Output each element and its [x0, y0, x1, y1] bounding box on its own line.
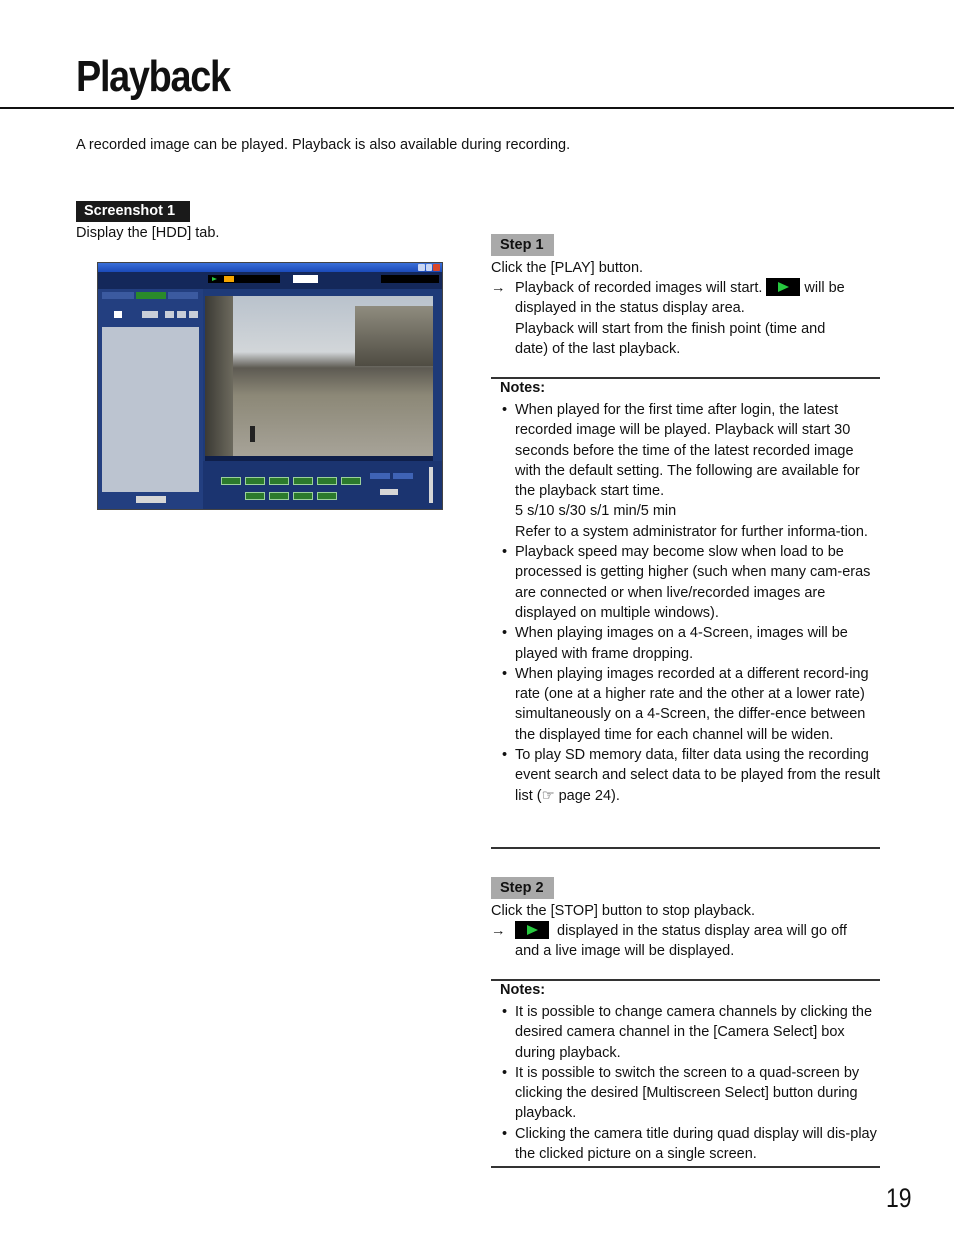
list-item: • To play SD memory data, filter data using the recording event search and select data to be played from the result list (☞ page 24). [500, 745, 882, 806]
notes2-heading: Notes: [500, 982, 546, 998]
list-item: 5 s/10 s/30 s/1 min/5 min [515, 503, 677, 520]
screenshot-caption: Display the [HDD] tab. [76, 225, 220, 241]
app-header [98, 272, 442, 289]
next-image-button[interactable] [317, 492, 337, 500]
status-display [208, 275, 280, 283]
volume-slider[interactable] [429, 467, 433, 503]
list-item: Refer to a system administrator for further informa-tion. [515, 523, 868, 540]
play-icon [212, 277, 217, 281]
step2-instruction: Click the [STOP] button to stop playback. [491, 903, 756, 919]
page-number: 19 [886, 1183, 912, 1213]
list-item: • It is possible to change camera channels by clicking the desired camera channel in the [Camera Select] box during playback. [500, 1002, 882, 1063]
pause-button[interactable] [269, 492, 289, 500]
screenshot-tag: Screenshot 1 [76, 201, 190, 222]
tab-control[interactable] [102, 292, 134, 299]
header-field [293, 275, 318, 283]
status-rec-badge [224, 276, 234, 282]
notes2-list [500, 1002, 882, 1164]
list-item: • Clicking the camera title during quad display will dis-play the clicked picture on a single screen. [500, 1124, 882, 1165]
notes1-heading: Notes: [500, 380, 546, 396]
list-item: • When playing images recorded at a different record-ing rate (one at a higher rate and the other at a lower rate) simultaneously on a 4-Screen, the differ-ence between the displayed time for each channel will be widen. [500, 664, 882, 745]
title-rule [0, 107, 954, 109]
zoom-x2-button[interactable] [177, 311, 186, 318]
notes2-top-rule [491, 979, 880, 981]
step1-instruction: Click the [PLAY] button. [491, 260, 644, 276]
screenshot-image [97, 262, 443, 510]
ff-button[interactable] [341, 477, 361, 485]
play-status-icon [515, 921, 549, 939]
list-item: • When playing images on a 4-Screen, images will be played with frame dropping. [500, 623, 882, 664]
notes1-bottom-rule [491, 847, 880, 849]
multiscreen-icon[interactable] [114, 311, 122, 318]
arrow-icon: → [491, 923, 506, 939]
camera-image [205, 296, 433, 456]
prev-image-button[interactable] [245, 492, 265, 500]
notes1-top-rule [491, 377, 880, 379]
list-item: • When played for the first time after login, the latest recorded image will be played. Playback will start 30 seconds before the time of the latest recorded image with the default setting. The following are available for the playback start time. [500, 400, 882, 501]
play-button[interactable] [293, 477, 313, 485]
notes2-bottom-rule [491, 1166, 880, 1168]
arrow-icon: → [491, 280, 506, 296]
intro-text: A recorded image can be played. Playback is also available during recording. [76, 137, 571, 153]
page-title: Playback [76, 52, 230, 101]
camera-select-list[interactable] [102, 327, 199, 492]
zoom-in-button[interactable] [136, 496, 166, 503]
stop-button[interactable] [293, 492, 313, 500]
next-rec-button[interactable] [317, 477, 337, 485]
step1-result: → Playback of recorded images will start. will be displayed in the status display area. Playback will start from the finish point (time and date) of the last playback. [491, 280, 845, 357]
sequence-button[interactable] [142, 311, 158, 318]
window-controls [418, 264, 440, 271]
play-status-icon [766, 278, 800, 296]
clock-display [381, 275, 439, 283]
prev-rec-button[interactable] [245, 477, 265, 485]
tab-setup[interactable] [168, 292, 198, 299]
zoom-x1-button[interactable] [165, 311, 174, 318]
rew-button[interactable] [221, 477, 241, 485]
tab-cam-select[interactable] [136, 292, 166, 299]
text-button[interactable] [380, 489, 398, 495]
step2-tag: Step 2 [491, 877, 554, 899]
viewer-button[interactable] [393, 473, 413, 479]
list-item: • Playback speed may become slow when load to be processed is getting higher (such when many cam-eras are connected or when live/recorded images are displayed on multiple windows). [500, 542, 882, 623]
notes1-list [500, 400, 882, 806]
list-item: • It is possible to switch the screen to a quad-screen by clicking the desired [Multiscreen Select] button during playback. [500, 1063, 882, 1124]
playback-controls [203, 461, 442, 509]
rev-play-button[interactable] [269, 477, 289, 485]
download-button[interactable] [370, 473, 390, 479]
browser-title-bar [98, 263, 442, 272]
step1-tag: Step 1 [491, 234, 554, 256]
control-panel [98, 289, 203, 509]
step2-result: → displayed in the status display area will go off and a live image will be displayed. [491, 923, 847, 960]
zoom-x4-button[interactable] [189, 311, 198, 318]
